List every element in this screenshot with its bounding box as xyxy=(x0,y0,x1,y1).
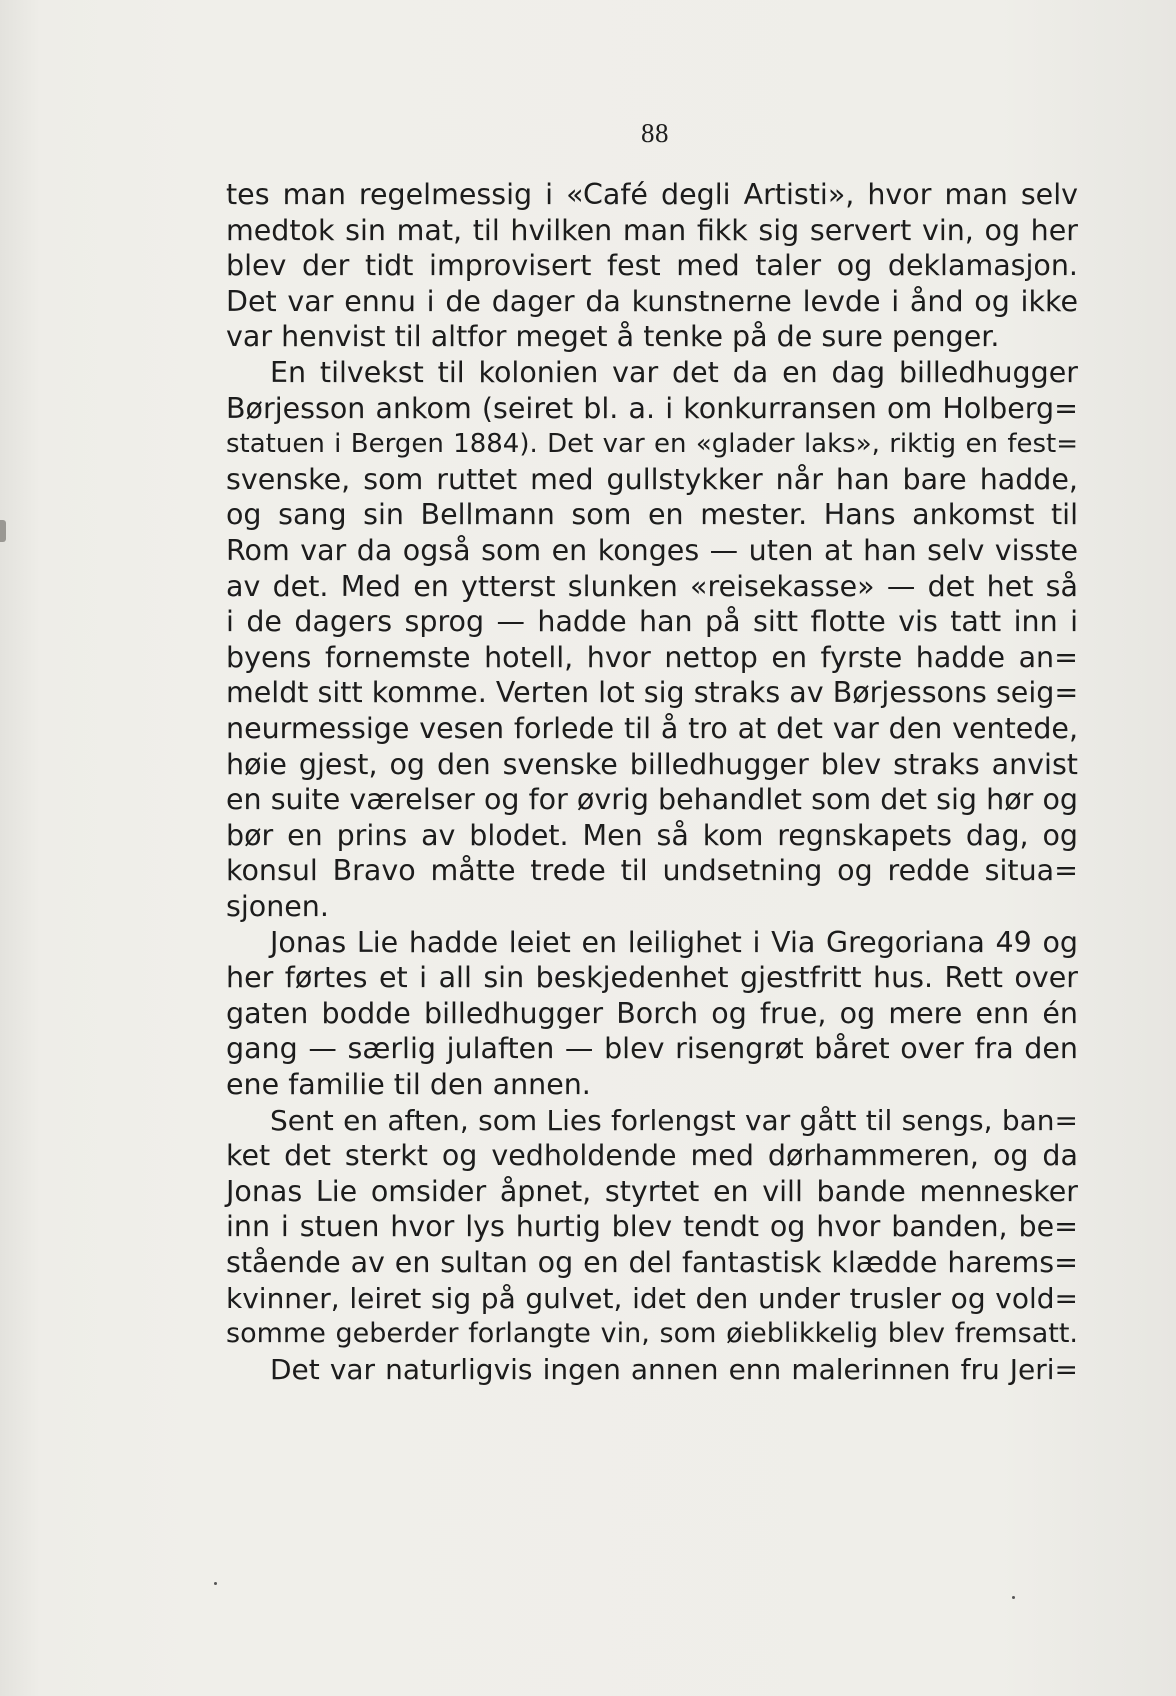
text-line: konsul Bravo måtte trede til undsetning og redde situa= xyxy=(226,854,1078,888)
page-edge-mark xyxy=(0,520,6,542)
text-line: kvinner, leiret sig på gulvet, idet den under trusler og vold= xyxy=(226,1281,1078,1315)
text-line: og sang sin Bellmann som en mester. Hans ankomst til xyxy=(226,498,1078,532)
text-line: Sent en aften, som Lies forlengst var gått til sengs, ban= xyxy=(270,1103,1078,1137)
text-line: medtok sin mat, til hvilken man fikk sig servert vin, og her xyxy=(226,213,1078,247)
text-line: statuen i Bergen 1884). Det var en «glader laks», riktig en fest= xyxy=(226,429,1078,460)
text-line: en suite værelser og for øvrig behandlet som det sig hør og xyxy=(226,783,1078,817)
text-line: i de dagers sprog — hadde han på sitt flotte vis tatt inn i xyxy=(226,605,1078,639)
text-line: neurmessige vesen forlede til å tro at det var den ventede, xyxy=(226,712,1078,745)
text-line: her førtes et i all sin beskjedenhet gjestfritt hus. Rett over xyxy=(226,961,1078,995)
text-line: inn i stuen hvor lys hurtig blev tendt og hvor banden, be= xyxy=(226,1210,1078,1244)
text-line: stående av en sultan og en del fantastisk klædde harems= xyxy=(226,1246,1078,1279)
text-line: svenske, som ruttet med gullstykker når han bare hadde, xyxy=(226,462,1078,496)
text-line: meldt sitt komme. Verten lot sig straks av Børjessons seig= xyxy=(226,676,1079,710)
text-line: Jonas Lie omsider åpnet, styrtet en vill bande mennesker xyxy=(226,1174,1078,1208)
text-line: En tilvekst til kolonien var det da en dag billedhugger xyxy=(270,356,1078,389)
text-line: gang — særlig julaften — blev risengrøt båret over fra den xyxy=(226,1032,1078,1066)
text-line: Det var naturligvis ingen annen enn malerinnen fru Jeri= xyxy=(270,1352,1078,1386)
text-line: Rom var da også som en konges — uten at han selv visste xyxy=(226,534,1078,567)
text-line: Det var ennu i de dager da kunstnerne levde i ånd og ikke xyxy=(226,284,1078,318)
text-line: blev der tidt improvisert fest med taler og deklamasjon. xyxy=(226,249,1078,283)
text-line: somme geberder forlangte vin, som øieblikkelig blev fremsatt. xyxy=(226,1318,1078,1350)
text-line: Børjesson ankom (seiret bl. a. i konkurransen om Holberg= xyxy=(226,391,1078,425)
text-line: gaten bodde billedhugger Borch og frue, og mere enn én xyxy=(226,996,1078,1030)
text-line: sjonen. xyxy=(226,890,329,923)
text-line: var henvist til altfor meget å tenke på de sure penger. xyxy=(226,320,1000,354)
paper-speck xyxy=(1012,1596,1015,1599)
text-line: høie gjest, og den svenske billedhugger blev straks anvist xyxy=(226,747,1078,781)
text-line: bør en prins av blodet. Men så kom regnskapets dag, og xyxy=(226,818,1078,852)
text-line: tes man regelmessig i «Café degli Artisti», hvor man selv xyxy=(226,178,1078,211)
page-number: 88 xyxy=(641,118,669,148)
text-line: byens fornemste hotell, hvor nettop en fyrste hadde an= xyxy=(226,640,1078,674)
text-line: ket det sterkt og vedholdende med dørhammeren, og da xyxy=(226,1139,1078,1173)
text-line: ene familie til den annen. xyxy=(226,1068,591,1101)
text-line: Jonas Lie hadde leiet en leilighet i Via Gregoriana 49 og xyxy=(270,925,1078,959)
paper-speck xyxy=(214,1582,217,1585)
text-line: av det. Med en ytterst slunken «reisekasse» — det het så xyxy=(226,569,1078,603)
